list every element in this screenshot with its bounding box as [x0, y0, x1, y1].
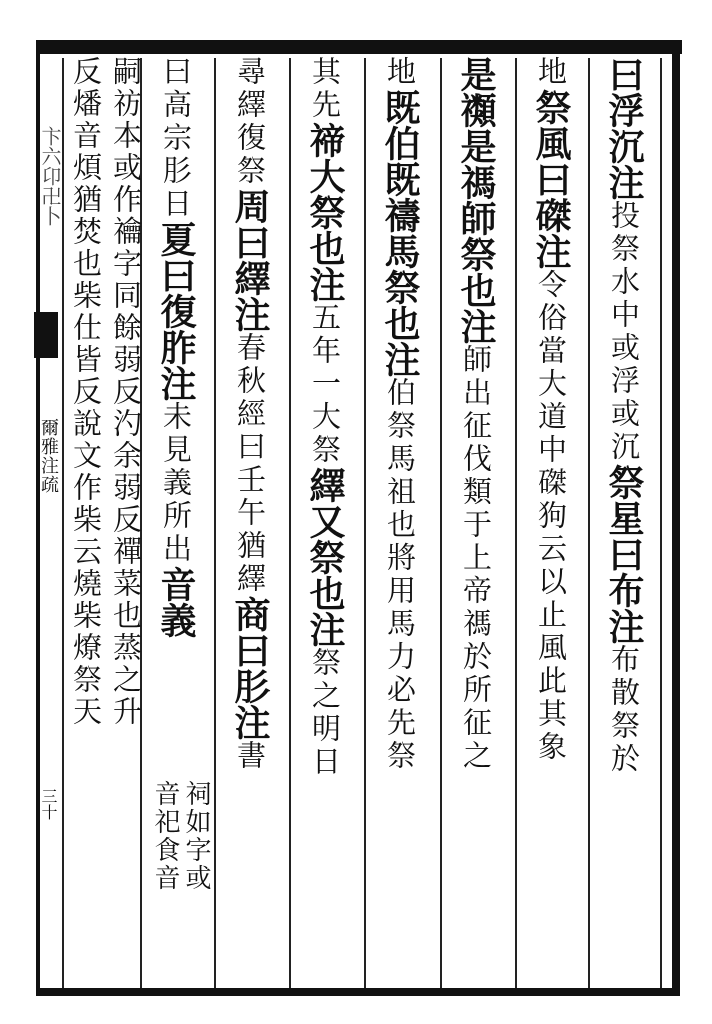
column-rule — [364, 58, 366, 988]
text-column-5 — [298, 56, 356, 986]
main-text-run: 夏曰復胙注 — [155, 221, 197, 401]
commentary-text-run: 地 — [383, 56, 417, 89]
commentary-text-run: 令俗當大道中磔狗云以止風此其象 — [534, 269, 568, 764]
frame-bottom-border — [38, 988, 672, 996]
column-rule — [660, 58, 662, 988]
commentary-text-run: 師出征伐類于上帝禡於所征之 — [459, 344, 493, 773]
commentary-text-run: 伯祭馬祖也將用馬力必先祭 — [383, 377, 417, 773]
commentary-text-run: 曰高宗肜日 — [159, 56, 193, 221]
main-text-run: 禘大祭也注 — [304, 122, 346, 302]
main-text-run: 祭星曰布注 — [603, 464, 645, 644]
main-text-run: 是禷是禡師祭也注 — [455, 56, 497, 344]
main-text-run: 既伯既禱馬祭也注 — [379, 89, 421, 377]
main-text-run: 曰浮沉注 — [603, 56, 645, 200]
margin-book-title: 爾雅注疏 — [38, 418, 59, 494]
commentary-text-run: 投祭水中或浮或沉 — [607, 200, 641, 464]
note-line-left: 音祀食音 — [150, 780, 180, 892]
text-column-2 — [524, 56, 582, 986]
commentary-text-run: 其先 — [308, 56, 342, 122]
frame-right-border — [672, 40, 680, 996]
commentary-text-run: 祭之明日 — [308, 647, 342, 779]
column-rule — [515, 58, 517, 988]
commentary-text-run: 布散祭於 — [607, 644, 641, 776]
margin-page-number: 三十 — [39, 788, 58, 820]
edge-fragment-text: 卞六卬卍卜 — [38, 125, 62, 226]
column-rule — [214, 58, 216, 988]
text-column-4 — [373, 56, 431, 986]
main-text-run: 祭風曰磔注 — [530, 89, 572, 269]
main-text-run: 周曰繹注 — [229, 188, 271, 332]
text-column-3 — [449, 56, 507, 986]
small-note-pair-2 — [66, 56, 143, 986]
commentary-text-run: 書 — [233, 740, 267, 773]
commentary-text-run: 地 — [534, 56, 568, 89]
main-text-run: 商曰肜注 — [229, 596, 271, 740]
main-text-run: 繹又祭也注 — [304, 467, 346, 647]
commentary-text-run: 五年一大祭 — [308, 302, 342, 467]
main-text-run: 音義 — [155, 566, 197, 638]
commentary-text-run: 尋繹復祭 — [233, 56, 267, 188]
note-line-right: 嗣祊本或作禴字同餘弱反汋余弱反禪菜也蒸之升 — [109, 56, 143, 728]
commentary-text-run: 未見義所出 — [159, 401, 193, 566]
frame-top-border — [38, 40, 682, 54]
column-rule — [289, 58, 291, 988]
text-column-6 — [223, 56, 281, 986]
commentary-text-run: 春秋經曰壬午猶繹 — [233, 332, 267, 596]
column-rule — [588, 58, 590, 988]
fishtail-block — [34, 312, 58, 358]
column-rule — [62, 58, 64, 988]
text-column-1 — [597, 56, 655, 986]
column-rule — [440, 58, 442, 988]
note-line-right: 祠如字或 — [181, 780, 211, 892]
small-note-pair-1 — [149, 780, 211, 980]
note-line-left: 反燔音煩猶焚也柴仕皆反說文作柴云燒柴燎祭天 — [69, 56, 103, 728]
